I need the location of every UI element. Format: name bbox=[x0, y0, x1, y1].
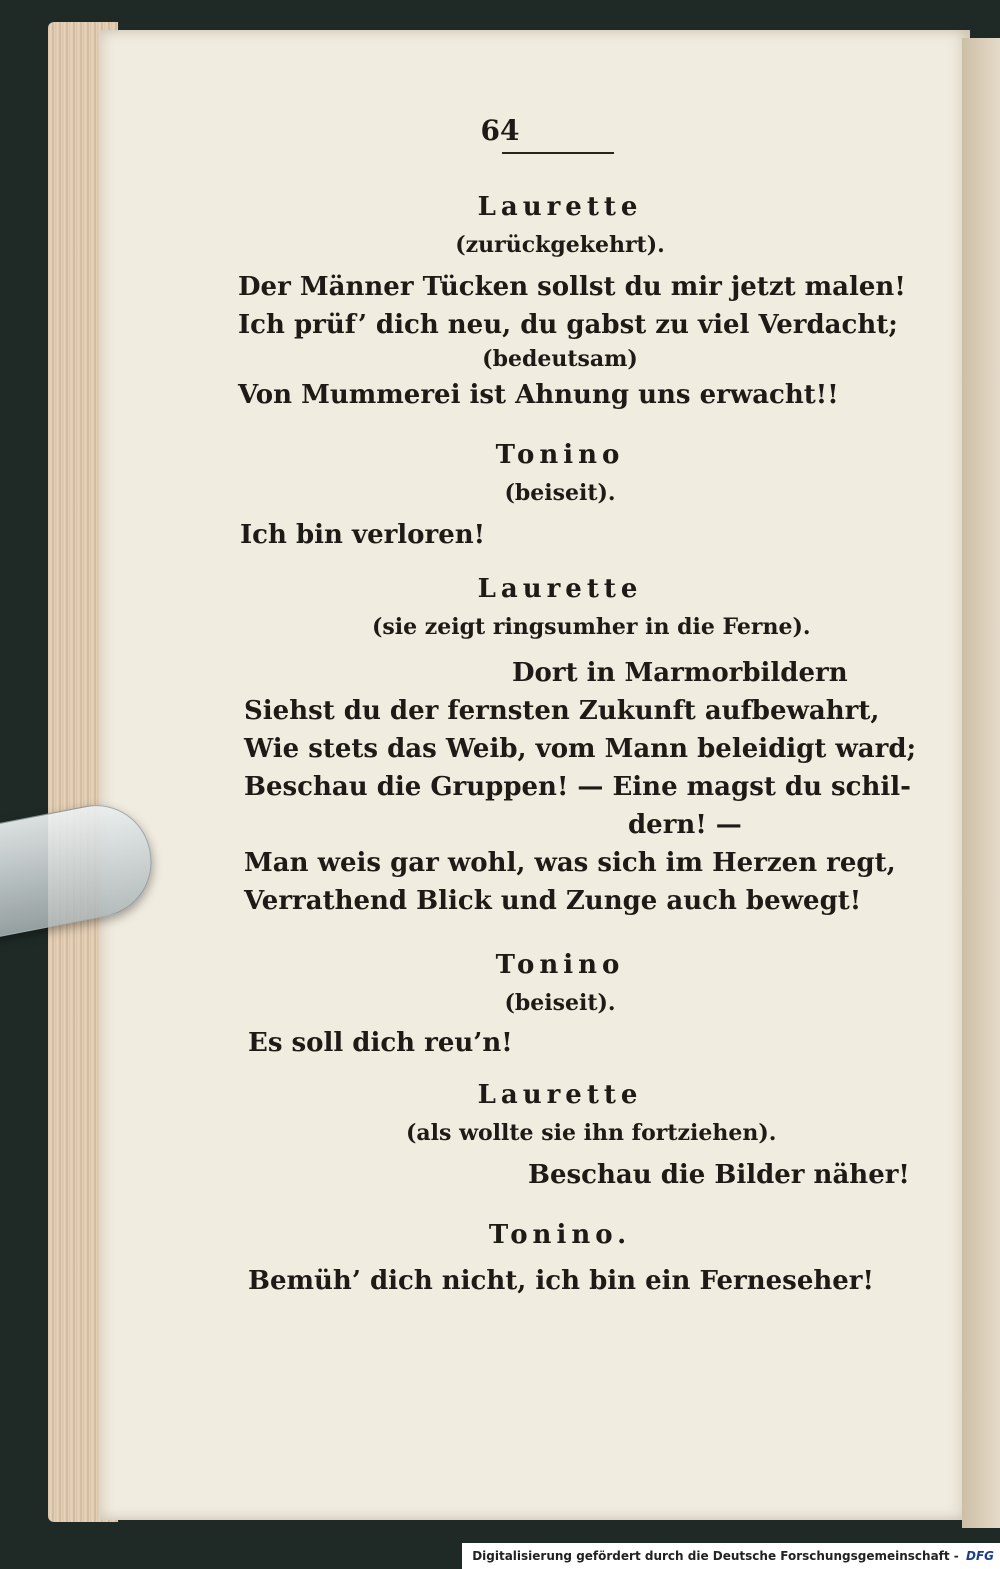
verse-line: Ich prüf’ dich neu, du gabst zu viel Verdacht; bbox=[238, 310, 898, 340]
verse-line: Beschau die Bilder näher! bbox=[528, 1160, 910, 1190]
speaker-name: Laurette bbox=[477, 574, 643, 604]
speaker-name: Laurette bbox=[477, 1080, 643, 1110]
verse-line: Bemüh’ dich nicht, ich bin ein Ferneseher! bbox=[248, 1266, 874, 1296]
verse-line: Dort in Marmorbildern bbox=[512, 658, 848, 688]
verse-line: dern! — bbox=[628, 810, 742, 840]
stage-direction: (zurückgekehrt). bbox=[455, 232, 665, 258]
page-number: 64 bbox=[480, 114, 520, 147]
verse-line: Der Männer Tücken sollst du mir jetzt malen! bbox=[238, 272, 906, 302]
speaker-name: Tonino bbox=[495, 950, 625, 980]
stage-direction: (bedeutsam) bbox=[482, 346, 638, 372]
stage-direction: (sie zeigt ringsumher in die Ferne). bbox=[372, 614, 811, 640]
verse-line: Es soll dich reu’n! bbox=[248, 1028, 513, 1058]
stage-direction: (als wollte sie ihn fortziehen). bbox=[406, 1120, 777, 1146]
verse-line: Von Mummerei ist Ahnung uns erwacht!! bbox=[238, 380, 839, 410]
footer-text: Digitalisierung gefördert durch die Deutsche Forschungsgemeinschaft - bbox=[472, 1549, 959, 1563]
verse-line: Beschau die Gruppen! — Eine magst du schil- bbox=[244, 772, 911, 802]
dfg-logo: DFG bbox=[965, 1549, 994, 1563]
page-number-rule bbox=[502, 152, 614, 154]
verse-line: Siehst du der fernsten Zukunft aufbewahrt, bbox=[244, 696, 880, 726]
verse-line: Ich bin verloren! bbox=[240, 520, 486, 550]
stage-direction: (beiseit). bbox=[504, 990, 616, 1016]
speaker-name: Laurette bbox=[477, 192, 643, 222]
verse-line: Verrathend Blick und Zunge auch bewegt! bbox=[244, 886, 862, 916]
footer-credit bbox=[462, 1543, 1000, 1569]
speaker-name: Tonino. bbox=[488, 1220, 632, 1250]
verse-line: Man weis gar wohl, was sich im Herzen regt, bbox=[244, 848, 896, 878]
stage-direction: (beiseit). bbox=[504, 480, 616, 506]
verse-line: Wie stets das Weib, vom Mann beleidigt ward; bbox=[244, 734, 917, 764]
speaker-name: Tonino bbox=[495, 440, 625, 470]
